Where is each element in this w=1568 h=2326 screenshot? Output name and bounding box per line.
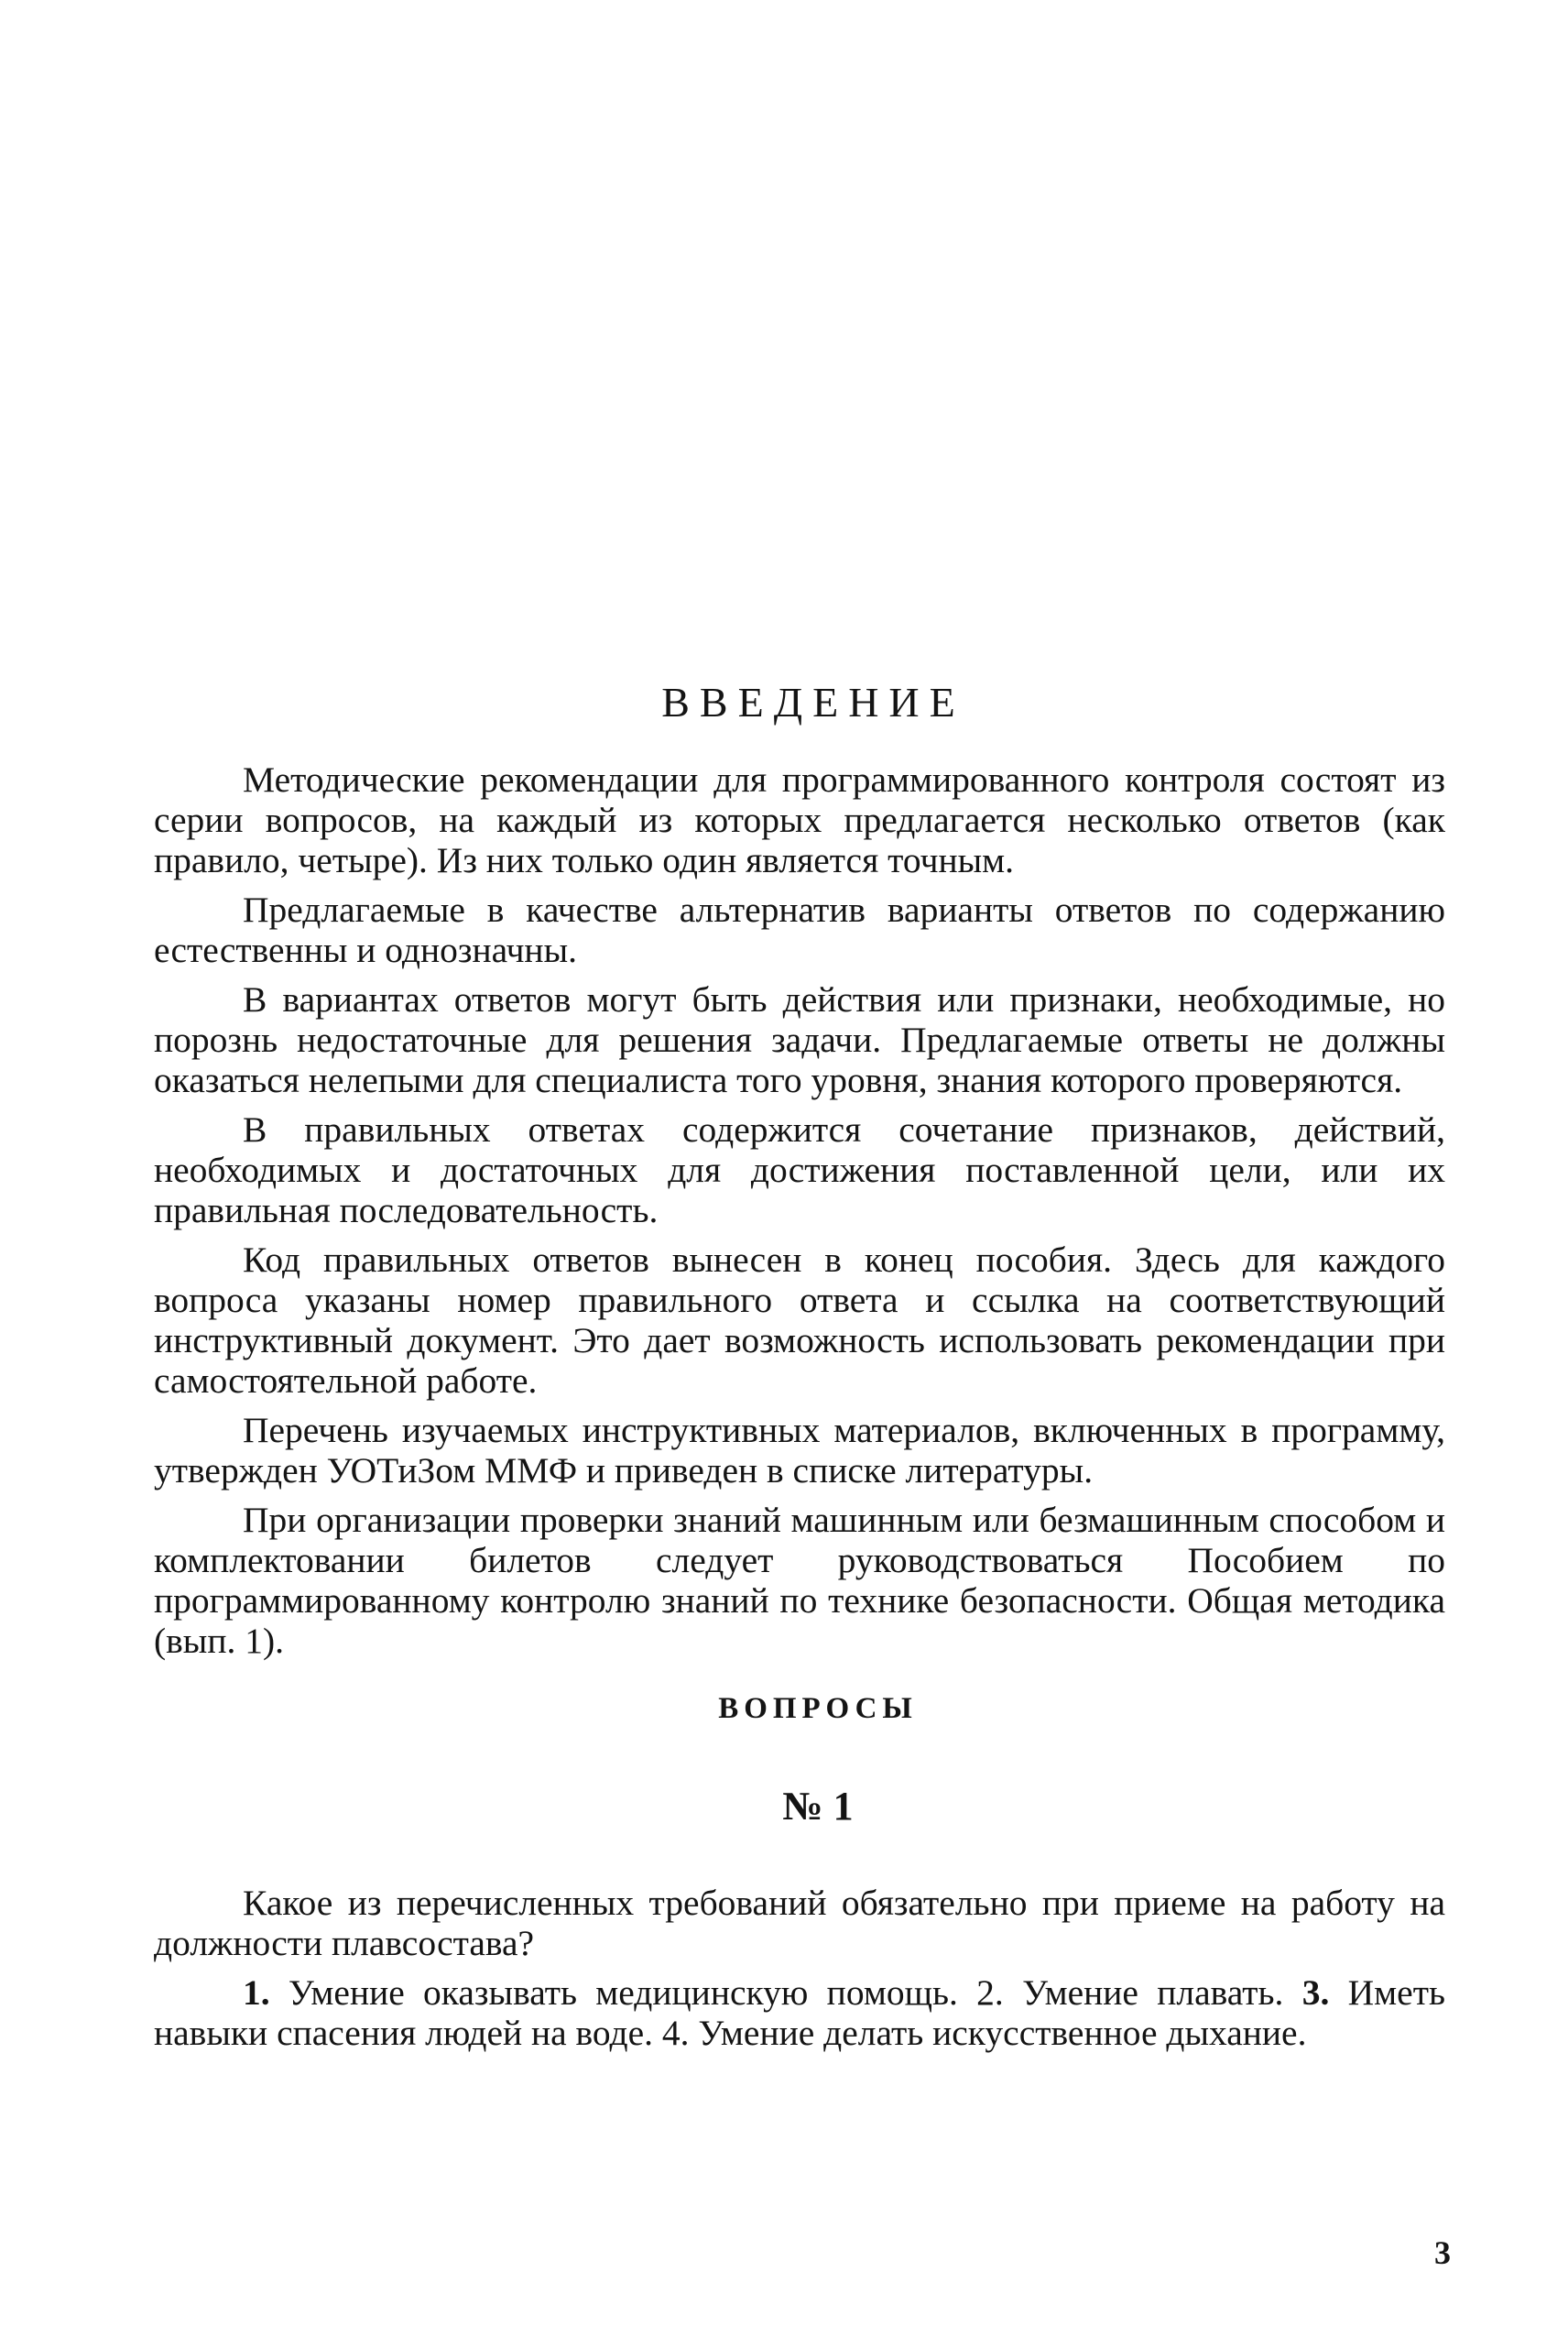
intro-paragraph: Предлагаемые в качестве альтернатив варианты ответов по содержанию естественны и однозначны. [154,890,1445,970]
intro-paragraph: Код правильных ответов вынесен в конец пособия. Здесь для каждого вопроса указаны номер правильного ответа и ссылка на соответствующий инструктивный документ. Это дает возможность использовать рекомендации при самостоятельной работе. [154,1239,1445,1401]
intro-paragraph: В правильных ответах содержится сочетание признаков, действий, необходимых и достаточных для достижения поставленной цели, или их правильная последовательность. [154,1109,1445,1230]
intro-paragraph: При организации проверки знаний машинным или безмашинным способом и комплектовании билетов следует руководствоваться Пособием по программированному контролю знаний по технике безопасности. Общая методика (вып. 1). [154,1500,1445,1661]
questions-title: ВОПРОСЫ [718,1692,918,1725]
page-number: 3 [1434,2234,1451,2271]
intro-paragraph: Методические рекомендации для программированного контроля состоят из серии вопросов, на каждый из которых предлагается несколько ответов (как правило, четыре). Из них только один является точным. [154,759,1445,880]
question-answers [154,1972,1445,2053]
intro-title: ВВЕДЕНИЕ [661,679,965,726]
question-number: № 1 [782,1784,854,1829]
answer-text: Умение плавать. [1003,1972,1302,2013]
question-block [154,1883,1445,2053]
answer-number: 3. [1301,1972,1330,2013]
answer-text: Иметь навыки спасения людей на воде. [154,1972,1445,2053]
answer-number: 1. [243,1972,270,2013]
intro-body [154,759,1445,1661]
answer-text: Умение делать искусственное дыхание. [689,2013,1307,2053]
question-text: Какое из перечисленных требований обязательно при приеме на работу на должности плавсостава? [154,1883,1445,1963]
answer-number: 4. [661,2013,690,2053]
intro-paragraph: Перечень изучаемых инструктивных материалов, включенных в программу, утвержден УОТиЗом ММФ и приведен в списке литературы. [154,1410,1445,1491]
question-1 [154,1783,1445,2053]
intro-paragraph: В вариантах ответов могут быть действия или признаки, необходимые, но порознь недостаточные для решения задачи. Предлагаемые ответы не должны оказаться нелепыми для специалиста того уровня, знания которого проверяются. [154,979,1445,1100]
page-content [154,678,1445,2053]
answer-number: 2. [976,1972,1004,2013]
answer-text: Умение оказывать медицинскую помощь. [269,1972,977,2013]
